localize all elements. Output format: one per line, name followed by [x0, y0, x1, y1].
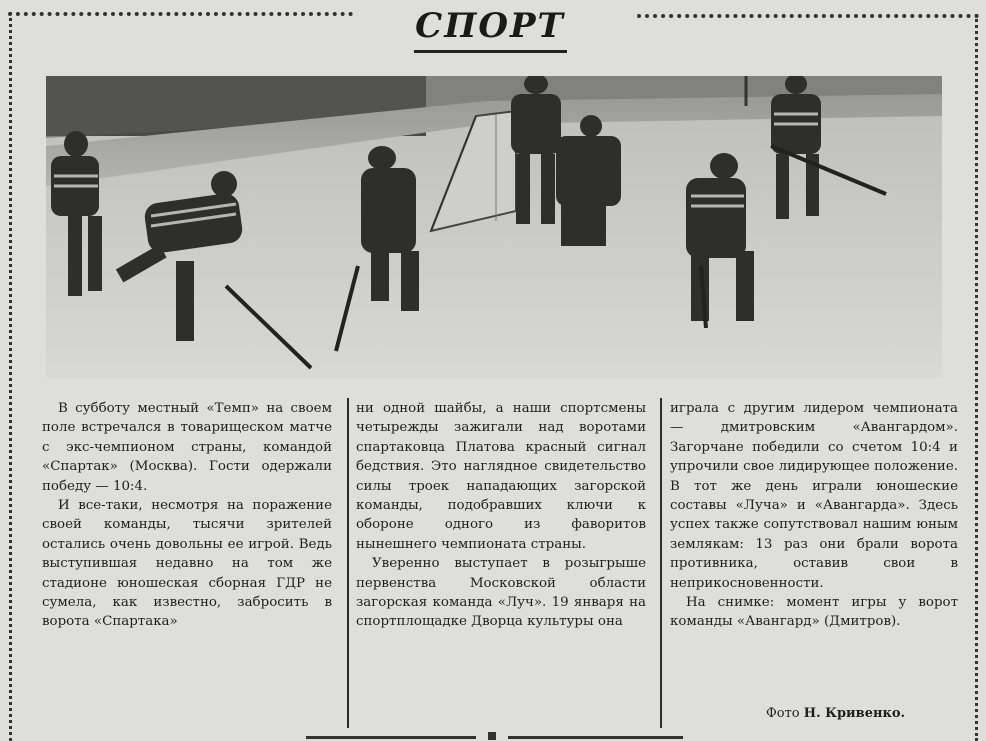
article-column-1 [42, 399, 332, 632]
paragraph: играла с другим лидером чемпионата — дмитровским «Авангардом». Загорчане победили со счетом 10:4 и упрочили свое лидирующее положение. В тот же день играли юношеские составы «Луча» и «Авангарда». Здесь успех также сопутствовал нашим юным землякам: 13 раз они брали ворота противника, оставив свои в неприкосновенности. [670, 401, 958, 591]
top-left-rule [8, 12, 353, 16]
right-border-rule [975, 14, 978, 741]
headline-underline [414, 50, 567, 53]
photo-credit-name: Н. Кривенко. [803, 706, 906, 721]
hockey-photo [46, 76, 942, 378]
paragraph: И все-таки, несмотря на поражение своей команды, тысячи зрителей остались очень довольны ее игрой. Ведь выступившая недавно на том же стадионе юношеская сборная ГДР не сумела, как известно, забросить в ворота «Спартака» [42, 498, 332, 630]
article-column-3 [670, 399, 958, 632]
photo-caption: На снимке: момент игры у ворот команды «Авангард» (Дмитров). [670, 595, 958, 630]
section-headline [395, 6, 585, 50]
photo-credit [766, 706, 956, 721]
column-divider [660, 398, 662, 728]
left-border-rule [9, 12, 12, 741]
column-divider [347, 398, 349, 728]
top-right-rule [637, 14, 979, 18]
bottom-rule [508, 736, 683, 739]
photo-credit-prefix: Фото [766, 706, 800, 721]
article-column-2 [356, 399, 646, 632]
section-title: СПОРТ [415, 6, 565, 46]
paragraph: Уверенно выступает в розыгрыше первенства Московской области загорская команда «Луч». 19 января на спортплощадке Дворца культуры она [356, 556, 646, 630]
paragraph: В субботу местный «Темп» на своем поле встречался в товарищеском матче с экс-чемпионом страны, командой «Спартак» (Москва). Гости одержали победу — 10:4. [42, 401, 332, 494]
bottom-rule [306, 736, 476, 739]
paragraph: ни одной шайбы, а наши спортсмены четырежды зажигали над воротами спартаковца Платова красный сигнал бедствия. Это наглядное свидетельство силы троек нападающих загорской команды, подобравших ключи к обороне одного из фаворитов нынешнего чемпионата страны. [356, 401, 646, 552]
bottom-rule-mark [488, 732, 496, 740]
